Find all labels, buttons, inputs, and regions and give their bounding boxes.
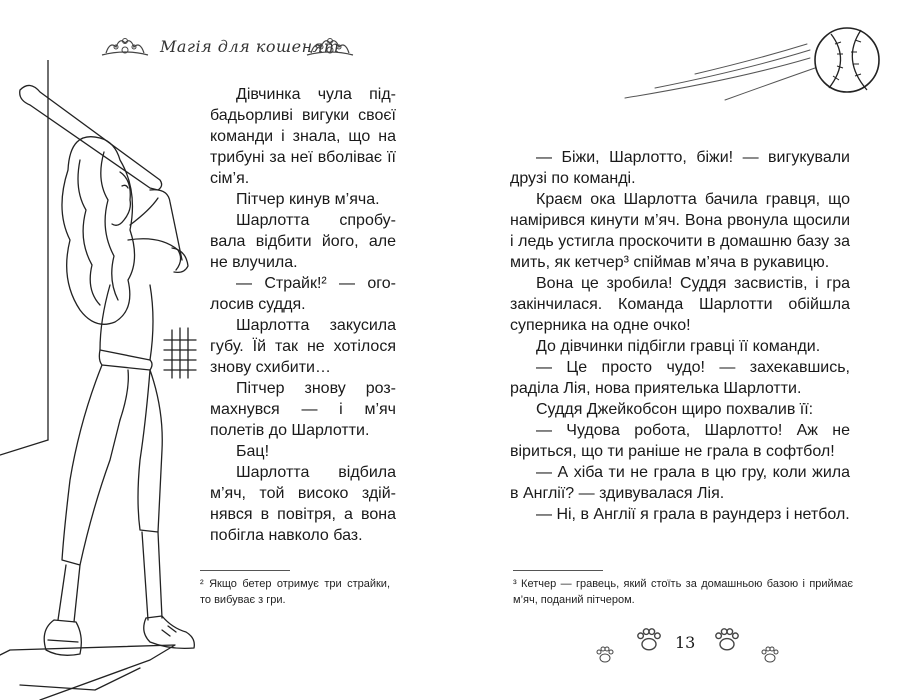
footnote-rule [513, 570, 603, 571]
paragraph: — А хіба ти не грала в цю гру, коли жила в Англії? — здивувалася Лія. [510, 464, 850, 502]
paw-print-icon [713, 626, 741, 654]
paragraph: Краєм ока Шарлотта бачила гравця, що намірився кинути м’яч. Вона рвонула щосили і ледь устигла проскочити в домашню базу за мить, як кетчер³ спіймав м’яча в рукавицю. [510, 191, 850, 271]
paragraph: Шарлотта відбила м’яч, той високо здійнявся в повітря, а вона побігла навколо баз. [210, 464, 396, 544]
footnote-left: ² Якщо бетер отримує три страйки, то вибуває з гри. [200, 578, 390, 606]
paw-print-icon [595, 645, 615, 665]
paragraph: Шарлотта спробувала відбити його, але не влучила. [210, 212, 396, 271]
footnote-right: ³ Кетчер — гравець, який стоїть за домашньою базою і приймає м’яч, поданий пітчером. [513, 578, 853, 606]
paragraph: — Страйк!² — оголосив суддя. [210, 275, 396, 313]
paragraph: Пітчер знову розмахнувся — і м’яч полетів до Шарлотти. [210, 380, 396, 439]
tiara-icon [305, 35, 355, 59]
paw-print-icon [635, 626, 663, 654]
left-text-column [210, 84, 396, 546]
paragraph: До дівчинки підбігли гравці її команди. [536, 338, 821, 355]
paw-print-icon [760, 645, 780, 665]
paragraph: Суддя Джейкобсон щиро похвалив її: [536, 401, 814, 418]
baseball-illustration [615, 10, 895, 120]
paragraph: — Ні, в Англії я грала в раундерз і нетбол. [536, 506, 850, 523]
tiara-icon [100, 35, 150, 59]
footnote-rule [200, 570, 290, 571]
right-text-column [510, 147, 850, 525]
paragraph: Шарлотта закусила губу. Їй так не хотілося знову схибити… [210, 317, 396, 376]
right-page [455, 0, 910, 700]
paragraph: Вона це зробила! Суддя засвистів, і гра закінчилася. Команда Шарлотти обійшла суперника на одне очко! [510, 275, 850, 334]
paragraph: Дівчинка чула підбадьорливі вигуки своєї команди і знала, що на трибуні за неї вболіває її сім’я. [210, 86, 396, 187]
page-number: 13 [675, 633, 696, 652]
paragraph: Пітчер кинув м’яча. [236, 191, 380, 208]
header-title: Магія для кошенят [160, 37, 340, 56]
paragraph: — Чудова робота, Шарлотто! Аж не віриться, що ти раніше не грала в софтбол! [510, 422, 850, 460]
paragraph: — Біжи, Шарлотто, біжи! — вигукували друзі по команді. [510, 149, 850, 187]
paragraph: Бац! [236, 443, 270, 460]
paragraph: — Це просто чудо! — захекавшись, раділа Лія, нова приятелька Шарлотти. [510, 359, 850, 397]
running-header [100, 33, 350, 63]
